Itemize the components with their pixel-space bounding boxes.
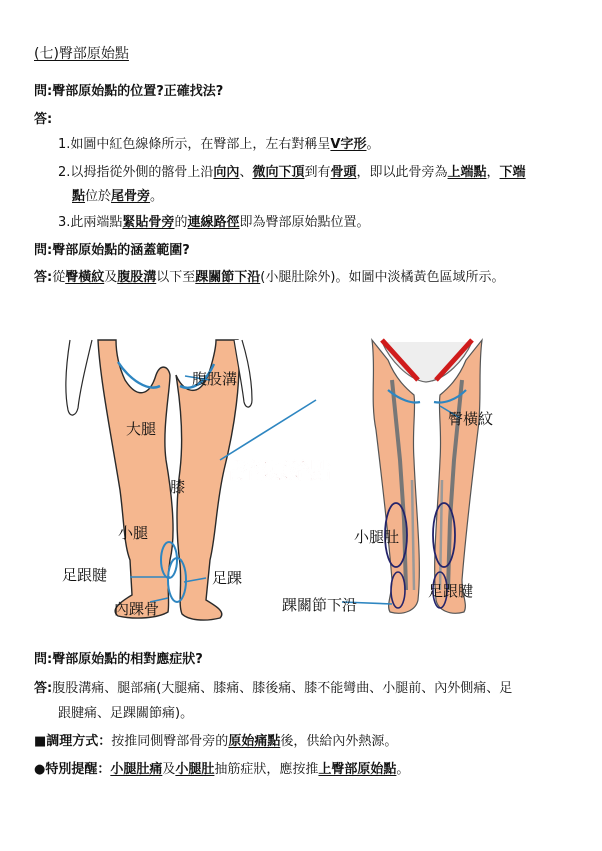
label-achilles-right: 足跟腱 — [428, 582, 474, 600]
question-coverage: 問:臀部原始點的涵蓋範圍? — [34, 243, 190, 258]
label-groin: 腹股溝 — [192, 370, 238, 388]
answer-symptoms-line2: 跟腱痛、足踝關節痛)。 — [58, 706, 194, 721]
answer-item-1: 1.如圖中紅色線條所示，在臀部上，左右對稱呈V字形。 — [58, 137, 380, 152]
label-knee: 膝 — [170, 478, 186, 496]
answer-item-2-cont: 點位於尾骨旁。 — [72, 189, 164, 204]
answer-item-3: 3.此兩端點緊貼骨旁的連線路徑即為臀部原始點位置。 — [58, 215, 370, 230]
reminder-line: ●特別提醒：小腿肚痛及小腿肚抽筋症狀，應按推上臀部原始點。 — [34, 762, 410, 777]
label-calf: 小腿 — [118, 524, 149, 542]
label-ankle: 足踝 — [212, 569, 243, 587]
question-location: 問:臀部原始點的位置?正確找法? — [34, 84, 224, 99]
section-title: (七)臀部原始點 — [34, 46, 129, 62]
label-achilles-left: 足跟腱 — [62, 566, 108, 584]
method-line: ■調理方式：按推同側臀部骨旁的原始痛點後，供給內外熱源。 — [34, 734, 398, 749]
answer-item-2: 2.以拇指從外側的髂骨上沿向內、微向下頂到有骨頭，即以此骨旁為上端點，下端 — [58, 165, 526, 180]
label-ankle-lower: 踝關節下沿 — [282, 596, 358, 614]
figure-title: 臀部原始點 — [226, 459, 331, 483]
label-calf-muscle: 小腿肚 — [354, 528, 400, 546]
label-inner-ankle: 內踝骨 — [114, 600, 160, 618]
answer-symptoms-line1: 答:腹股溝痛、腿部痛(大腿痛、膝痛、膝後痛、膝不能彎曲、小腿前、內外側痛、足 — [34, 681, 513, 696]
answer-label: 答: — [34, 112, 53, 127]
label-gluteal-fold: 臀橫紋 — [448, 410, 494, 428]
answer-coverage: 答:從臀橫紋及腹股溝以下至踝關節下沿(小腿肚除外)。如圖中淡橘黃色區域所示。 — [34, 270, 505, 285]
anatomy-figure — [20, 320, 580, 640]
label-thigh: 大腿 — [126, 420, 157, 438]
question-symptoms: 問:臀部原始點的相對應症狀? — [34, 652, 203, 667]
